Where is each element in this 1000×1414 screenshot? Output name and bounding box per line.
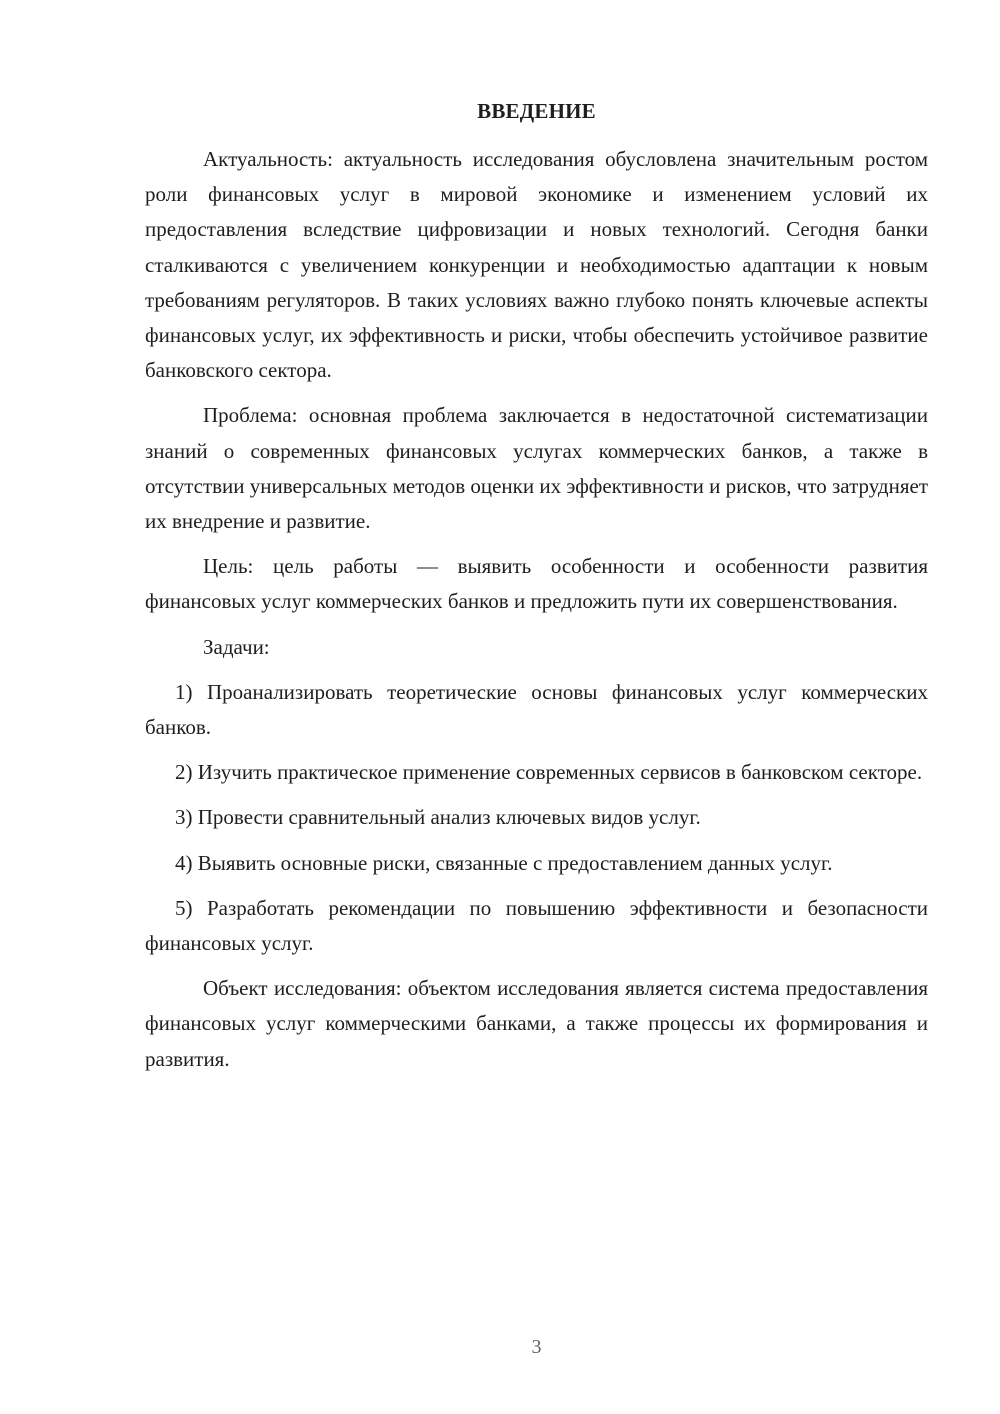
paragraph-object: Объект исследования: объектом исследования является система предоставления финансовых услуг коммерческими банками, а также процессы их формирования и развития. bbox=[145, 976, 928, 1071]
document-body bbox=[145, 142, 928, 1087]
tasks-heading: Задачи: bbox=[203, 634, 270, 659]
task-item-5: 5) Разработать рекомендации по повышению эффективности и безопасности финансовых услуг. bbox=[145, 895, 928, 956]
task-item-1: 1) Проанализировать теоретические основы финансовых услуг коммерческих банков. bbox=[145, 679, 928, 740]
task-item-4: 4) Выявить основные риски, связанные с предоставлением данных услуг. bbox=[175, 850, 833, 875]
paragraph-goal: Цель: цель работы — выявить особенности и особенности развития финансовых услуг коммерческих банков и предложить пути их совершенствования. bbox=[145, 554, 928, 614]
task-item-2: 2) Изучить практическое применение современных сервисов в банковском секторе. bbox=[175, 760, 923, 785]
page-number: 3 bbox=[531, 1336, 542, 1358]
paragraph-relevance: Актуальность: актуальность исследования обусловлена значительным ростом роли финансовых услуг в мировой экономике и изменением условий их предоставления вследствие цифровизации и новых технологий. Сегодня банки сталкиваются с увеличением конкуренции и необходимостью адаптации к новым требованиям регуляторов. В таких условиях важно глубоко понять ключевые аспекты финансовых услуг, их эффективность и риски, чтобы обеспечить устойчивое развитие банковского сектора. bbox=[145, 147, 928, 383]
task-item-3: 3) Провести сравнительный анализ ключевых видов услуг. bbox=[175, 805, 701, 830]
paragraph-problem: Проблема: основная проблема заключается в недостаточной систематизации знаний о современных финансовых услугах коммерческих банков, а также в отсутствии универсальных методов оценки их эффективности и рисков, что затрудняет их внедрение и развитие. bbox=[145, 403, 928, 534]
page-title: ВВЕДЕНИЕ bbox=[477, 99, 596, 123]
